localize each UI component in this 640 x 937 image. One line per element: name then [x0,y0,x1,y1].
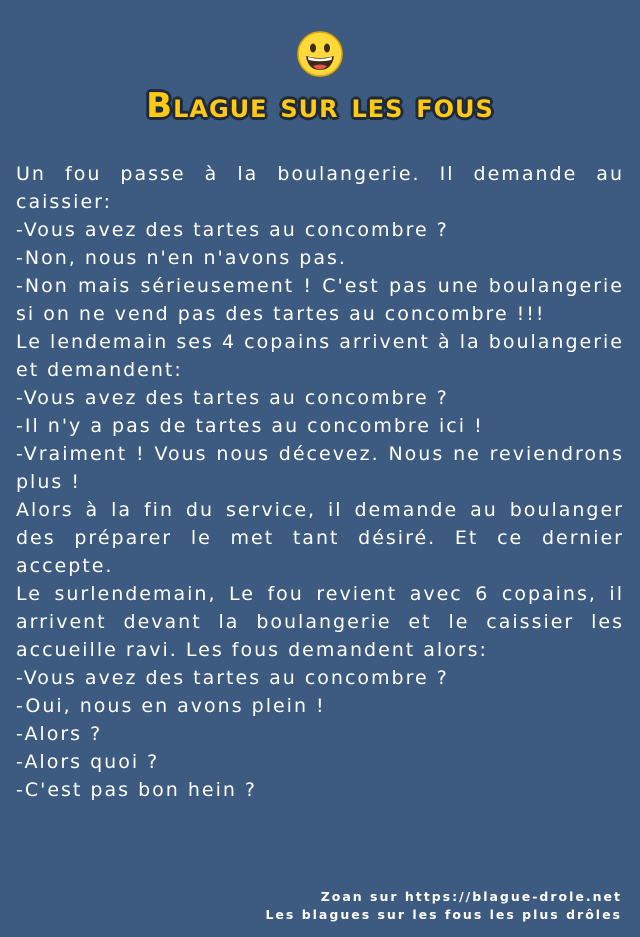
joke-line: -Alors quoi ? [16,751,160,773]
joke-line: -Oui, nous en avons plein ! [16,695,326,717]
joke-line: Le surlendemain, Le fou revient avec 6 copains, il arrivent devant la boulangerie et le caissier les accueille ravi. Les fous demandent alors: [16,583,624,661]
page-title: Blague sur les fous [146,86,494,126]
joke-line: Un fou passe à la boulangerie. Il demande au caissier: [16,163,624,213]
footer-tagline: Les blagues sur les fous les plus drôles [265,907,622,922]
grinning-face-icon [296,30,344,78]
joke-line: -Alors ? [16,723,103,745]
joke-line: -Vous avez des tartes au concombre ? [16,219,449,241]
joke-line: Alors à la fin du service, il demande au boulanger des préparer le met tant désiré. Et ce dernier accepte. [16,499,624,577]
joke-line: -Vraiment ! Vous nous décevez. Nous ne reviendrons plus ! [16,443,624,493]
joke-line: -Vous avez des tartes au concombre ? [16,667,449,689]
joke-line: -C'est pas bon hein ? [16,779,258,801]
joke-line: Le lendemain ses 4 copains arrivent à la boulangerie et demandent: [16,331,624,381]
footer-credit: Zoan sur https://blague-drole.net [320,889,622,904]
joke-line: -Il n'y a pas de tartes au concombre ici ! [16,415,484,437]
joke-line: -Non mais sérieusement ! C'est pas une boulangerie si on ne vend pas des tartes au concombre !!! [16,275,624,325]
joke-text [16,160,624,804]
footer [265,888,622,924]
joke-line: -Vous avez des tartes au concombre ? [16,387,449,409]
joke-line: -Non, nous n'en n'avons pas. [16,247,347,269]
emoji-container [0,30,640,78]
